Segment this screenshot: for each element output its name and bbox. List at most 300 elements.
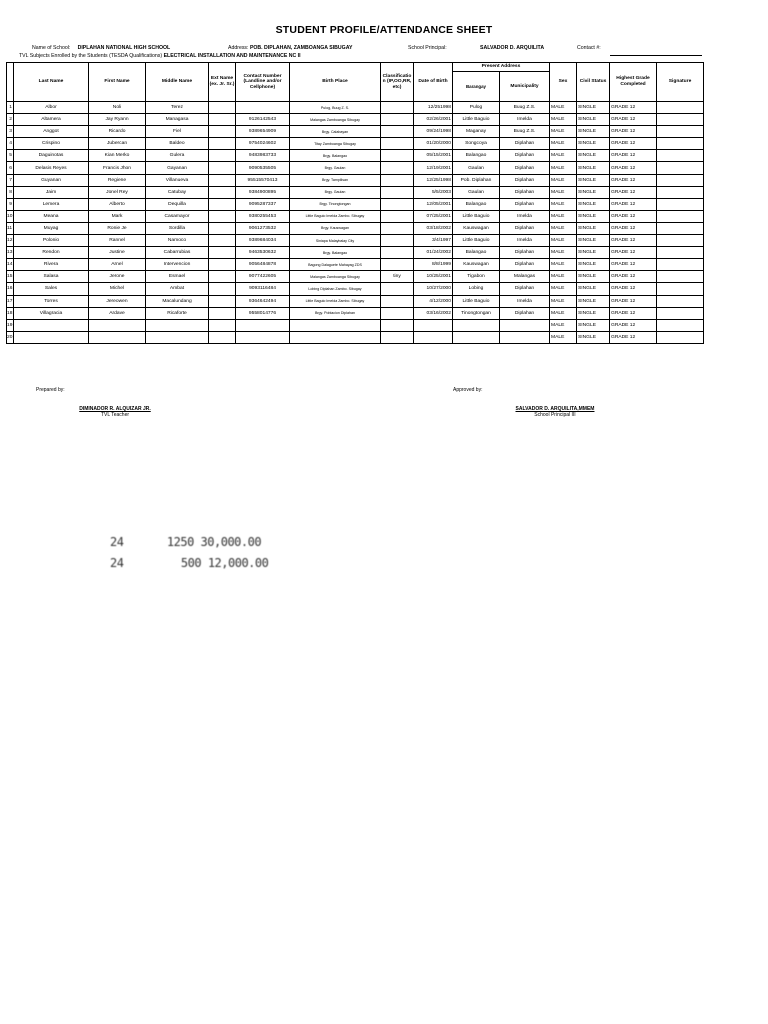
contact-cell — [236, 102, 290, 114]
table-row — [7, 114, 704, 126]
first-name-cell: Regiene — [89, 174, 146, 186]
birth-place-cell — [290, 319, 381, 331]
grade-cell: GRADE 12 — [610, 247, 657, 259]
table-row — [7, 174, 704, 186]
signature-cell — [657, 186, 704, 198]
table-row — [7, 259, 704, 271]
last-name-cell: Guyanan — [14, 174, 89, 186]
sex-cell: MALE — [550, 331, 577, 343]
table-row — [7, 162, 704, 174]
dob-cell: 01/24/2002 — [414, 247, 453, 259]
first-name-cell: Jonel Rey — [89, 186, 146, 198]
extra-line-2-b: 500 12,000.00 — [180, 556, 269, 570]
sex-cell: MALE — [550, 138, 577, 150]
grade-cell: GRADE 12 — [610, 222, 657, 234]
barangay-cell: Lobing — [453, 283, 500, 295]
last-name-cell: Lemera — [14, 198, 89, 210]
ext-name-cell — [209, 307, 236, 319]
first-name-cell: Kian Merko — [89, 150, 146, 162]
grade-cell: GRADE 12 — [610, 174, 657, 186]
signature-cell — [657, 222, 704, 234]
header-birth-place: Birth Place — [290, 63, 381, 102]
header-dob: Date of Birth — [414, 63, 453, 102]
prepared-name: DIMINADOR R. ALQUIZAR JR. — [79, 406, 151, 412]
middle-name-cell: Ricaforte — [146, 307, 209, 319]
signature-cell — [657, 319, 704, 331]
birth-place-cell: Lobing Diplahan Zambo. Sibugay — [290, 283, 381, 295]
signature-cell — [657, 235, 704, 247]
last-name-cell: Muyag — [14, 222, 89, 234]
first-name-cell: Michel — [89, 283, 146, 295]
row-number: 6 — [7, 162, 14, 174]
header-contact: Contact Number (Landline and/or Cellphone) — [236, 63, 290, 102]
classification-cell — [381, 102, 414, 114]
last-name-cell: Jaim — [14, 186, 89, 198]
birth-place-cell: Titay Zamboanga Sibugay — [290, 138, 381, 150]
middle-name-cell: Casamayor — [146, 210, 209, 222]
classification-cell — [381, 331, 414, 343]
ext-name-cell — [209, 186, 236, 198]
row-number: 10 — [7, 210, 14, 222]
municipality-cell: Diplahan — [500, 174, 550, 186]
extra-line-2 — [110, 556, 268, 570]
dob-cell: 03/16/2002 — [414, 307, 453, 319]
sex-cell: MALE — [550, 198, 577, 210]
birth-place-cell: Brgy. Kauswagan — [290, 222, 381, 234]
page-title: STUDENT PROFILE/ATTENDANCE SHEET — [275, 24, 493, 36]
middle-name-cell: Managasa — [146, 114, 209, 126]
first-name-cell: Arnel — [89, 259, 146, 271]
middle-name-cell: Villanueva — [146, 174, 209, 186]
row-number: 12 — [7, 235, 14, 247]
dob-cell: 05/15/2001 — [414, 150, 453, 162]
dob-cell: 07/25/2001 — [414, 210, 453, 222]
first-name-cell — [89, 319, 146, 331]
table-row — [7, 331, 704, 343]
sex-cell: MALE — [550, 174, 577, 186]
middle-name-cell: Namoco — [146, 235, 209, 247]
grade-cell: GRADE 12 — [610, 198, 657, 210]
ext-name-cell — [209, 259, 236, 271]
sex-cell: MALE — [550, 102, 577, 114]
grade-cell: GRADE 12 — [610, 114, 657, 126]
birth-place-cell: Brgy. Gaulan — [290, 162, 381, 174]
barangay-cell: Pulog — [453, 102, 500, 114]
contact-cell: 9380255453 — [236, 210, 290, 222]
municipality-cell: Diplahan — [500, 186, 550, 198]
barangay-cell: Balangao — [453, 198, 500, 210]
middle-name-cell: Ambat — [146, 283, 209, 295]
municipality-cell: Diplahan — [500, 247, 550, 259]
classification-cell — [381, 319, 414, 331]
table-row — [7, 198, 704, 210]
signature-cell — [657, 283, 704, 295]
header-signature: Signature — [657, 63, 704, 102]
civil-status-cell: SINGLE — [577, 210, 610, 222]
middle-name-cell — [146, 319, 209, 331]
sex-cell: MALE — [550, 247, 577, 259]
contact-cell — [236, 319, 290, 331]
birth-place-cell: Little Baguio Imelda Zambo. Sibugay — [290, 295, 381, 307]
middle-name-cell: Cabarrubias — [146, 247, 209, 259]
table-row — [7, 210, 704, 222]
principal-name-wrap — [480, 45, 544, 51]
sex-cell: MALE — [550, 271, 577, 283]
sex-cell: MALE — [550, 259, 577, 271]
dob-cell: 8/8/1999 — [414, 259, 453, 271]
contact-cell: 9389684034 — [236, 235, 290, 247]
last-name-cell: Daguinotas — [14, 150, 89, 162]
last-name-cell: Crispino — [14, 138, 89, 150]
first-name-cell: Alberto — [89, 198, 146, 210]
subjects-value: ELECTRICAL INSTALLATION AND MAINTENANCE NC II — [163, 53, 301, 59]
last-name-cell — [14, 331, 89, 343]
grade-cell: GRADE 12 — [610, 126, 657, 138]
civil-status-cell: SINGLE — [577, 307, 610, 319]
middle-name-cell: Terez — [146, 102, 209, 114]
signature-cell — [657, 102, 704, 114]
last-name-cell: Salasa — [14, 271, 89, 283]
birth-place-cell: Malangas Zamboanga Sibugay — [290, 114, 381, 126]
address-label: Address: — [228, 45, 249, 51]
first-name-cell: Rannel — [89, 235, 146, 247]
municipality-cell: Diplahan — [500, 162, 550, 174]
table-row — [7, 247, 704, 259]
civil-status-cell: SINGLE — [577, 283, 610, 295]
civil-status-cell: SINGLE — [577, 319, 610, 331]
principal-label: School Principal: — [408, 45, 447, 51]
birth-place-cell: Malangas Zamboanga Sibugay — [290, 271, 381, 283]
header-last-name: Last Name — [14, 63, 89, 102]
middle-name-cell: Gayanan — [146, 162, 209, 174]
dob-cell: 5/5/2003 — [414, 186, 453, 198]
classification-cell — [381, 162, 414, 174]
row-number: 19 — [7, 319, 14, 331]
sex-cell: MALE — [550, 210, 577, 222]
municipality-cell: Diplahan — [500, 307, 550, 319]
ext-name-cell — [209, 331, 236, 343]
table-row — [7, 138, 704, 150]
sex-cell: MALE — [550, 126, 577, 138]
contact-cell: 9384900895 — [236, 186, 290, 198]
contact-cell: 9364642494 — [236, 295, 290, 307]
barangay-cell: Pob. Diplahan — [453, 174, 500, 186]
signature-cell — [657, 210, 704, 222]
classification-cell — [381, 114, 414, 126]
birth-place-cell: Siniapa Malaybalay City — [290, 235, 381, 247]
grade-cell: GRADE 12 — [610, 331, 657, 343]
header-civil-status: Civil Status — [577, 63, 610, 102]
barangay-cell: Little Baguio — [453, 210, 500, 222]
birth-place-cell: Brgy. Calabayan — [290, 126, 381, 138]
civil-status-cell: SINGLE — [577, 235, 610, 247]
signature-cell — [657, 331, 704, 343]
birth-place-cell: Brgy. Gaulan — [290, 186, 381, 198]
first-name-cell: Ricardo — [89, 126, 146, 138]
civil-status-cell: SINGLE — [577, 138, 610, 150]
barangay-cell: Maganay — [453, 126, 500, 138]
dob-cell: 12/05/2001 — [414, 198, 453, 210]
civil-status-cell: SINGLE — [577, 150, 610, 162]
first-name-cell: Jay Ryann — [89, 114, 146, 126]
municipality-cell: Diplahan — [500, 222, 550, 234]
civil-status-cell: SINGLE — [577, 331, 610, 343]
contact-cell: 9095287337 — [236, 198, 290, 210]
last-name-cell: Altamera — [14, 114, 89, 126]
grade-cell: GRADE 12 — [610, 162, 657, 174]
classification-cell — [381, 138, 414, 150]
civil-status-cell: SINGLE — [577, 162, 610, 174]
classification-cell — [381, 283, 414, 295]
civil-status-cell: SINGLE — [577, 222, 610, 234]
birth-place-cell — [290, 331, 381, 343]
first-name-cell: Noli — [89, 102, 146, 114]
barangay-cell: Kauswagan — [453, 222, 500, 234]
ext-name-cell — [209, 283, 236, 295]
row-number: 13 — [7, 247, 14, 259]
ext-name-cell — [209, 102, 236, 114]
ext-name-cell — [209, 138, 236, 150]
municipality-cell — [500, 319, 550, 331]
dob-cell: 3/4/1997 — [414, 235, 453, 247]
subjects-line — [19, 53, 301, 59]
ext-name-cell — [209, 210, 236, 222]
contact-blank-line — [610, 50, 702, 56]
classification-cell — [381, 210, 414, 222]
grade-cell: GRADE 12 — [610, 102, 657, 114]
grade-cell: GRADE 12 — [610, 150, 657, 162]
row-number: 5 — [7, 150, 14, 162]
table-row — [7, 283, 704, 295]
dob-cell: 12/251998 — [414, 102, 453, 114]
school-address: POB. DIPLAHAN, ZAMBOANGA SIBUGAY — [249, 45, 353, 51]
signature-cell — [657, 198, 704, 210]
signature-cell — [657, 307, 704, 319]
ext-name-cell — [209, 222, 236, 234]
birth-place-cell: Pulog, Buug Z. S. — [290, 102, 381, 114]
row-number: 8 — [7, 186, 14, 198]
barangay-cell: Balangao — [453, 247, 500, 259]
prepared-signature-block — [60, 406, 170, 418]
row-number: 15 — [7, 271, 14, 283]
grade-cell: GRADE 12 — [610, 138, 657, 150]
contact-cell: 9463530632 — [236, 247, 290, 259]
row-number: 14 — [7, 259, 14, 271]
municipality-cell: Imelda — [500, 114, 550, 126]
civil-status-cell: SINGLE — [577, 126, 610, 138]
middle-name-cell: Esmael — [146, 271, 209, 283]
contact-label: Contact #: — [577, 45, 601, 51]
middle-name-cell — [146, 331, 209, 343]
ext-name-cell — [209, 235, 236, 247]
grade-cell: GRADE 12 — [610, 186, 657, 198]
classification-cell — [381, 307, 414, 319]
middle-name-cell: Catubay — [146, 186, 209, 198]
approved-name: SALVADOR D. ARQUILITA,MMEM — [515, 406, 595, 412]
last-name-cell — [14, 319, 89, 331]
ext-name-cell — [209, 247, 236, 259]
table-row — [7, 319, 704, 331]
birth-place-cell: Brgy. Tampilisan — [290, 174, 381, 186]
row-number: 17 — [7, 295, 14, 307]
contact-cell: 9093116484 — [236, 283, 290, 295]
middle-name-cell: Intervencion — [146, 259, 209, 271]
contact-cell: 9056484878 — [236, 259, 290, 271]
prepared-label: Prepared by: — [36, 387, 65, 393]
classification-cell — [381, 186, 414, 198]
contact-cell: 9061273532 — [236, 222, 290, 234]
birth-place-cell: Bagong Dalaguete Mahayag ZDS — [290, 259, 381, 271]
subjects-label: TVL Subjects Enrolled by the Students (TESDA Qualifications) — [19, 53, 163, 59]
civil-status-cell: SINGLE — [577, 186, 610, 198]
signature-cell — [657, 271, 704, 283]
municipality-cell: Diplahan — [500, 198, 550, 210]
approved-label: Approved by: — [453, 387, 483, 393]
first-name-cell: Ardave — [89, 307, 146, 319]
first-name-cell: Jereowen — [89, 295, 146, 307]
last-name-cell: Meana — [14, 210, 89, 222]
sex-cell: MALE — [550, 114, 577, 126]
extra-line-1-b: 1250 30,000.00 — [166, 535, 262, 549]
table-row — [7, 235, 704, 247]
prepared-title: TVL Teacher — [100, 412, 130, 418]
table-row — [7, 271, 704, 283]
classification-cell — [381, 150, 414, 162]
classification-cell — [381, 174, 414, 186]
birth-place-cell: Little Baguio Imelda Zambo. Sibugay — [290, 210, 381, 222]
barangay-cell: Kauswagan — [453, 259, 500, 271]
sex-cell: MALE — [550, 295, 577, 307]
school-name-label: Name of School: — [32, 45, 71, 51]
header-classification: Classificatio n (IP,OO,RR, etc) — [381, 63, 414, 102]
school-name: DIPLAHAN NATIONAL HIGH SCHOOL — [77, 45, 171, 51]
extra-line-1 — [110, 535, 261, 549]
last-name-cell: Delasis Reyes — [14, 162, 89, 174]
header-municipality: Municipality — [500, 72, 550, 102]
civil-status-cell: SINGLE — [577, 271, 610, 283]
ext-name-cell — [209, 114, 236, 126]
last-name-cell: Polonio — [14, 235, 89, 247]
classification-cell — [381, 235, 414, 247]
middle-name-cell: Fiel — [146, 126, 209, 138]
grade-cell: GRADE 12 — [610, 210, 657, 222]
extra-line-2-a: 24 — [110, 556, 124, 570]
signature-cell — [657, 150, 704, 162]
municipality-cell: Diplahan — [500, 138, 550, 150]
last-name-cell: Albor — [14, 102, 89, 114]
dob-cell: 10/27/2000 — [414, 283, 453, 295]
school-name-line — [32, 45, 170, 51]
municipality-cell: Imelda — [500, 295, 550, 307]
dob-cell: 01/20/2000 — [414, 138, 453, 150]
dob-cell: 12/25/1998 — [414, 174, 453, 186]
municipality-cell: Imelda — [500, 235, 550, 247]
table-row — [7, 307, 704, 319]
row-number: 11 — [7, 222, 14, 234]
classification-cell — [381, 259, 414, 271]
ext-name-cell — [209, 162, 236, 174]
principal-name: SALVADOR D. ARQUILITA — [480, 45, 545, 51]
middle-name-cell: Gulera — [146, 150, 209, 162]
civil-status-cell: SINGLE — [577, 259, 610, 271]
municipality-cell: Buug Z.S. — [500, 102, 550, 114]
birth-place-cell: Brgy. Balangao — [290, 150, 381, 162]
classification-cell — [381, 247, 414, 259]
civil-status-cell: SINGLE — [577, 114, 610, 126]
school-address-line — [228, 45, 352, 51]
row-number: 1 — [7, 102, 14, 114]
signature-cell — [657, 259, 704, 271]
ext-name-cell — [209, 174, 236, 186]
civil-status-cell: SINGLE — [577, 198, 610, 210]
header-grade: Highest Grade Completed — [610, 63, 657, 102]
barangay-cell: Gaulan — [453, 162, 500, 174]
civil-status-cell: SINGLE — [577, 174, 610, 186]
grade-cell: GRADE 12 — [610, 307, 657, 319]
last-name-cell: Anggot — [14, 126, 89, 138]
signature-cell — [657, 295, 704, 307]
sex-cell: MALE — [550, 319, 577, 331]
row-number: 2 — [7, 114, 14, 126]
municipality-cell — [500, 331, 550, 343]
municipality-cell: Imelda — [500, 210, 550, 222]
civil-status-cell: SINGLE — [577, 295, 610, 307]
contact-cell: 9090535505 — [236, 162, 290, 174]
birth-place-cell: Brgy. Poblacion Diplahan — [290, 307, 381, 319]
grade-cell: GRADE 12 — [610, 259, 657, 271]
municipality-cell: Diplahan — [500, 150, 550, 162]
header-middle-name: Middle Name — [146, 63, 209, 102]
contact-cell: 9077422605 — [236, 271, 290, 283]
table-row — [7, 126, 704, 138]
table-row — [7, 295, 704, 307]
contact-cell: 9558014776 — [236, 307, 290, 319]
contact-cell: 9754024602 — [236, 138, 290, 150]
classification-cell — [381, 198, 414, 210]
last-name-cell: Torres — [14, 295, 89, 307]
row-number: 18 — [7, 307, 14, 319]
barangay-cell: Little Baguio — [453, 114, 500, 126]
signature-cell — [657, 126, 704, 138]
principal-line — [408, 45, 447, 51]
grade-cell: GRADE 12 — [610, 319, 657, 331]
middle-name-cell: Macalundang — [146, 295, 209, 307]
municipality-cell: Buug Z.S. — [500, 126, 550, 138]
grade-cell: GRADE 12 — [610, 271, 657, 283]
sex-cell: MALE — [550, 283, 577, 295]
barangay-cell — [453, 319, 500, 331]
dob-cell: 02/26/2001 — [414, 114, 453, 126]
row-number: 3 — [7, 126, 14, 138]
contact-cell: 9126142543 — [236, 114, 290, 126]
last-name-cell: Villagracia — [14, 307, 89, 319]
grade-cell: GRADE 12 — [610, 283, 657, 295]
contact-cell: 95515570413 — [236, 174, 290, 186]
ext-name-cell — [209, 319, 236, 331]
first-name-cell: Jerone — [89, 271, 146, 283]
row-number: 16 — [7, 283, 14, 295]
sex-cell: MALE — [550, 162, 577, 174]
barangay-cell: Little Baguio — [453, 235, 500, 247]
table-row — [7, 222, 704, 234]
last-name-cell: Sales — [14, 283, 89, 295]
extra-line-1-a: 24 — [110, 535, 124, 549]
middle-name-cell: Dequilla — [146, 198, 209, 210]
approved-title: School Principal III — [534, 412, 576, 418]
table-row — [7, 150, 704, 162]
approved-signature-block — [490, 406, 620, 418]
signature-cell — [657, 247, 704, 259]
